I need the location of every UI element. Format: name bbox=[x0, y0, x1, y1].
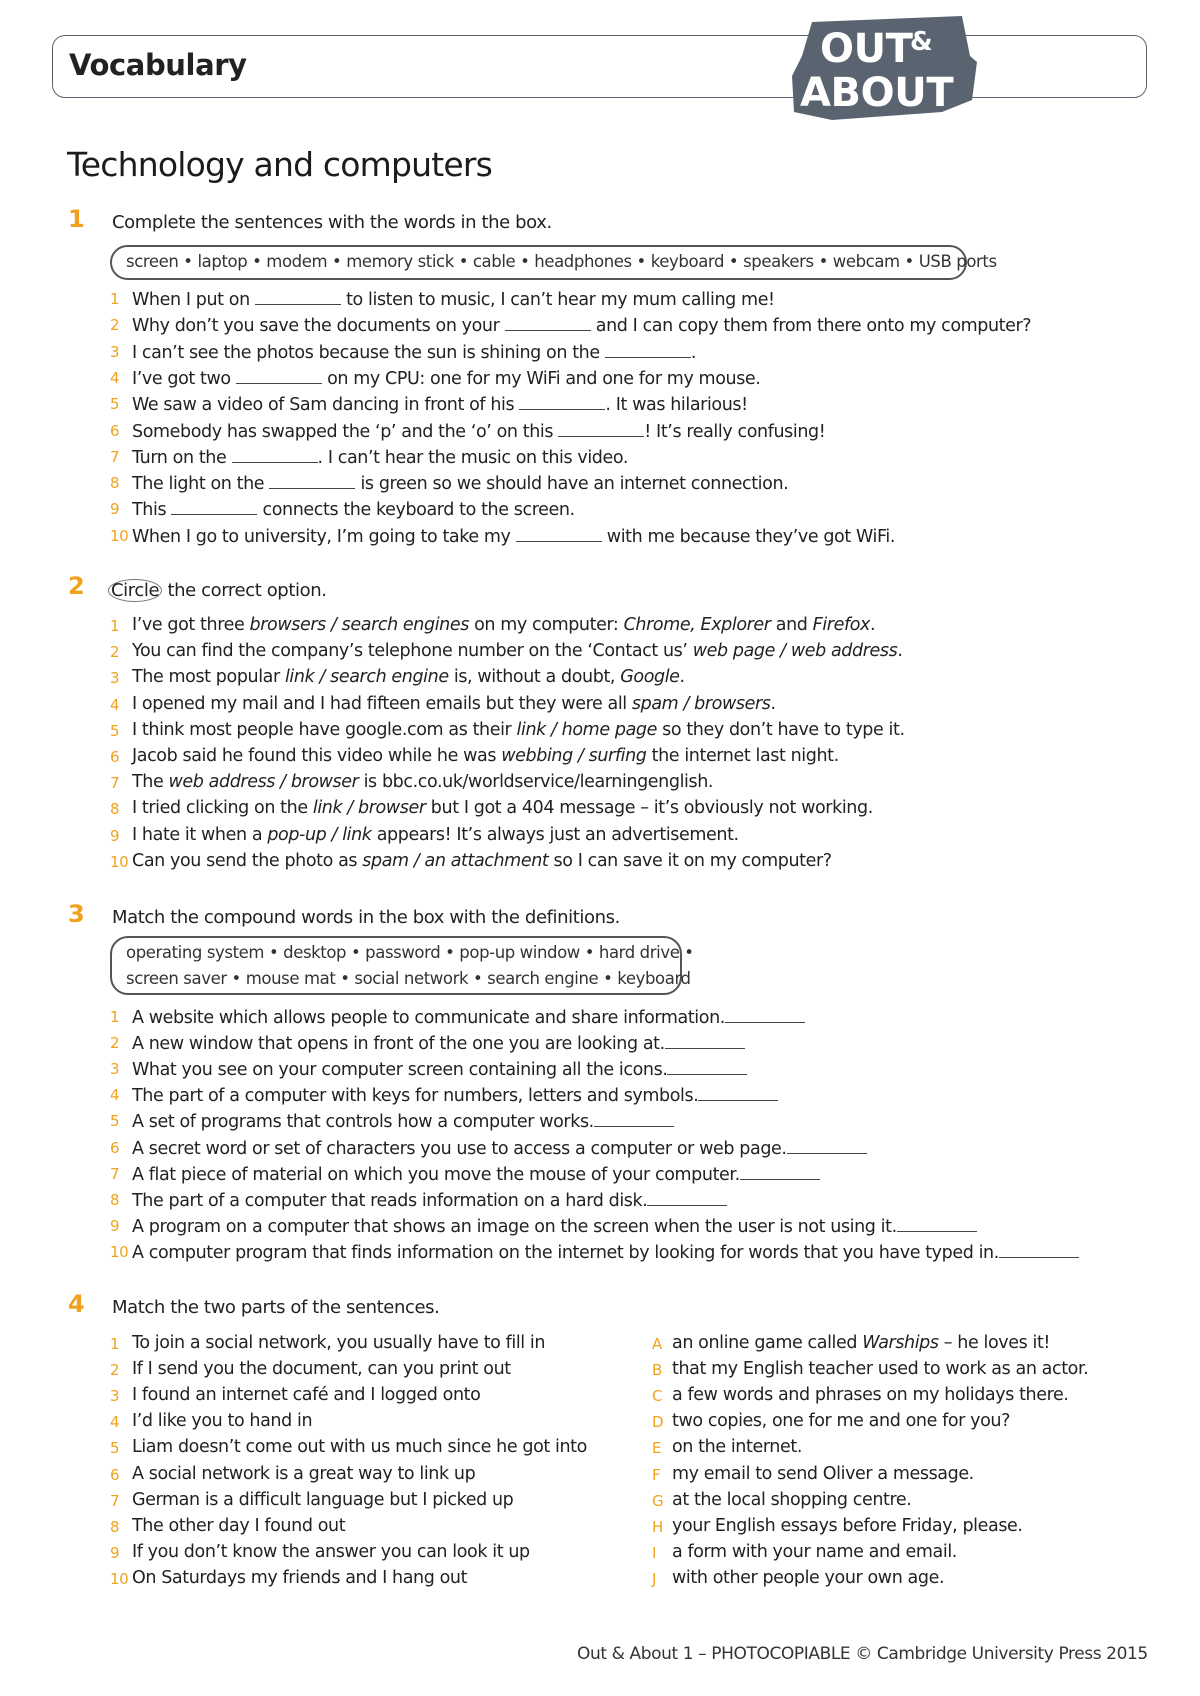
text-fragment: I hate it when a bbox=[132, 824, 268, 845]
answer-blank[interactable] bbox=[605, 341, 691, 358]
item-letter: E bbox=[652, 1439, 662, 1458]
text-fragment: Why don’t you save the documents on your bbox=[132, 316, 505, 337]
item-number: 6 bbox=[110, 1465, 120, 1484]
exercise-2-instruction bbox=[112, 579, 327, 602]
item-number: 7 bbox=[110, 1491, 120, 1510]
text-fragment: on my CPU: one for my WiFi and one for my mouse. bbox=[321, 368, 761, 389]
sentence-end-text bbox=[672, 1385, 1069, 1405]
item-number: 2 bbox=[110, 316, 120, 335]
sentence-start-text: If you don’t know the answer you can look it up bbox=[132, 1541, 530, 1562]
text-fragment: When I put on bbox=[132, 290, 255, 310]
item-number: 5 bbox=[110, 721, 120, 740]
sentence-end-text bbox=[672, 1516, 1023, 1536]
answer-blank[interactable] bbox=[594, 1110, 674, 1127]
sentence-text bbox=[132, 446, 628, 468]
answer-blank[interactable] bbox=[232, 446, 318, 463]
exercise-3-instruction: Match the compound words in the box with the definitions. bbox=[112, 907, 620, 928]
text-fragment: A new window that opens in front of the one you are looking at. bbox=[132, 1034, 665, 1055]
item-number: 10 bbox=[110, 526, 129, 545]
italic-option: Chrome, Explorer bbox=[623, 615, 771, 635]
text-fragment: and bbox=[770, 615, 813, 635]
item-number: 3 bbox=[110, 669, 120, 688]
italic-option: web page / web address bbox=[692, 641, 898, 662]
sentence-text bbox=[132, 288, 775, 310]
text-fragment: a form with your name and email. bbox=[672, 1541, 957, 1562]
logo-word-about: ABOUT bbox=[800, 70, 954, 116]
page-title: Technology and computers bbox=[67, 145, 493, 184]
instruction-rest: the correct option. bbox=[162, 580, 327, 601]
sentence-text[interactable] bbox=[132, 667, 685, 687]
answer-blank[interactable] bbox=[787, 1137, 867, 1154]
sentence-text[interactable] bbox=[132, 746, 839, 766]
answer-blank[interactable] bbox=[665, 1032, 745, 1049]
text-fragment: . bbox=[897, 641, 903, 662]
answer-blank[interactable] bbox=[516, 525, 602, 542]
italic-option: link / search engine bbox=[284, 667, 449, 688]
item-number: 1 bbox=[110, 617, 120, 635]
definition-text bbox=[132, 1058, 747, 1080]
item-letter: D bbox=[652, 1413, 664, 1432]
sentence-start-text: Liam doesn’t come out with us much since he got into bbox=[132, 1437, 587, 1458]
text-fragment: We saw a video of Sam dancing in front of his bbox=[132, 395, 520, 416]
sentence-text bbox=[132, 472, 788, 494]
text-fragment: . It was hilarious! bbox=[605, 395, 748, 416]
text-fragment: but I got a 404 message – it’s obviously not working. bbox=[425, 798, 873, 819]
definition-text bbox=[132, 1032, 745, 1054]
italic-option: pop-up / link bbox=[267, 824, 372, 845]
text-fragment: to listen to music, I can’t hear my mum calling me! bbox=[340, 290, 775, 310]
sentence-text[interactable] bbox=[132, 615, 875, 635]
italic-option: browsers / search engines bbox=[249, 615, 469, 635]
text-fragment: A secret word or set of characters you use to access a computer or web page. bbox=[132, 1138, 787, 1159]
sentence-start-text: I’d like you to hand in bbox=[132, 1411, 313, 1432]
word-box-text: screen • laptop • modem • memory stick • cable • headphones • keyboard • speakers • webcam • USB ports bbox=[126, 252, 997, 271]
text-fragment: The part of a computer with keys for numbers, letters and symbols. bbox=[132, 1086, 699, 1107]
item-number: 9 bbox=[110, 1543, 120, 1562]
section-title: Vocabulary bbox=[69, 48, 247, 82]
sentence-end-text bbox=[672, 1359, 1088, 1379]
answer-blank[interactable] bbox=[999, 1241, 1079, 1258]
sentence-text bbox=[132, 525, 895, 547]
item-letter: H bbox=[652, 1517, 663, 1536]
sentence-end-text bbox=[672, 1542, 957, 1562]
item-number: 5 bbox=[110, 1112, 120, 1131]
item-number: 3 bbox=[110, 342, 120, 361]
text-fragment: on the internet. bbox=[672, 1437, 802, 1458]
text-fragment: so they don’t have to type it. bbox=[656, 719, 905, 740]
answer-blank[interactable] bbox=[255, 288, 341, 305]
text-fragment: I’ve got two bbox=[132, 368, 236, 389]
text-fragment: The part of a computer that reads information on a hard disk. bbox=[132, 1190, 648, 1211]
answer-blank[interactable] bbox=[269, 472, 355, 489]
text-fragment: The bbox=[132, 772, 169, 793]
item-number: 9 bbox=[110, 826, 120, 845]
text-fragment: two copies, one for me and one for you? bbox=[672, 1411, 1010, 1432]
sentence-text[interactable] bbox=[132, 641, 902, 661]
text-fragment: . bbox=[869, 615, 876, 635]
item-number: 5 bbox=[110, 395, 120, 414]
text-fragment: your English essays before Friday, please. bbox=[672, 1515, 1023, 1536]
item-number: 5 bbox=[110, 1439, 120, 1458]
sentence-text bbox=[132, 341, 696, 363]
text-fragment: Can you send the photo as bbox=[132, 850, 363, 871]
text-fragment: When I go to university, I’m going to take my bbox=[132, 526, 516, 547]
item-number: 2 bbox=[110, 1034, 120, 1053]
text-fragment: is bbc.co.uk/worldservice/learningenglish. bbox=[358, 772, 714, 793]
sentence-start-text: I found an internet café and I logged onto bbox=[132, 1385, 481, 1406]
answer-blank[interactable] bbox=[647, 1189, 727, 1206]
text-fragment: You can find the company’s telephone number on the ‘Contact us’ bbox=[132, 641, 693, 662]
sentence-text[interactable] bbox=[132, 720, 905, 740]
exercise-4-instruction: Match the two parts of the sentences. bbox=[112, 1297, 440, 1318]
item-number: 7 bbox=[110, 447, 120, 466]
exercise-4-number: 4 bbox=[68, 1290, 85, 1318]
answer-blank[interactable] bbox=[740, 1163, 820, 1180]
item-letter: A bbox=[652, 1335, 662, 1353]
answer-blank[interactable] bbox=[698, 1084, 778, 1101]
item-number: 4 bbox=[110, 368, 120, 387]
sentence-end-text bbox=[672, 1333, 1050, 1353]
out-and-about-logo bbox=[792, 16, 977, 120]
exercise-1-instruction: Complete the sentences with the words in the box. bbox=[112, 212, 552, 233]
sentence-text bbox=[132, 498, 575, 520]
sentence-text[interactable] bbox=[132, 772, 713, 792]
text-fragment: I tried clicking on the bbox=[132, 798, 313, 819]
item-letter: J bbox=[652, 1569, 657, 1588]
sentence-start-text: German is a difficult language but I picked up bbox=[132, 1489, 514, 1510]
text-fragment: Somebody has swapped the ‘p’ and the ‘o’ on this bbox=[132, 421, 559, 442]
answer-blank[interactable] bbox=[667, 1058, 747, 1075]
text-fragment: . bbox=[679, 667, 685, 688]
sentence-text[interactable] bbox=[132, 851, 832, 871]
italic-option: web address / browser bbox=[168, 772, 359, 793]
sentence-start-text: A social network is a great way to link up bbox=[132, 1463, 476, 1484]
item-number: 2 bbox=[110, 643, 120, 662]
sentence-end-text bbox=[672, 1411, 1010, 1431]
item-number: 4 bbox=[110, 1086, 120, 1105]
item-letter: I bbox=[652, 1543, 657, 1562]
answer-blank[interactable] bbox=[897, 1215, 977, 1232]
item-number: 4 bbox=[110, 695, 120, 714]
text-fragment: connects the keyboard to the screen. bbox=[257, 500, 575, 521]
text-fragment: A computer program that finds information on the internet by looking for words that you have typed in. bbox=[132, 1242, 999, 1263]
sentence-end-text bbox=[672, 1437, 802, 1457]
sentence-text bbox=[132, 420, 825, 442]
item-number: 10 bbox=[110, 1569, 129, 1588]
item-number: 8 bbox=[110, 1190, 120, 1209]
italic-option: link / home page bbox=[516, 719, 657, 740]
answer-blank[interactable] bbox=[519, 393, 605, 410]
exercise-3-number: 3 bbox=[68, 900, 85, 928]
definition-text bbox=[132, 1137, 867, 1159]
sentence-text[interactable] bbox=[132, 694, 776, 714]
definition-text bbox=[132, 1189, 727, 1211]
text-fragment: an online game called bbox=[672, 1333, 863, 1353]
definition-text bbox=[132, 1006, 805, 1028]
word-box-line-2: screen saver • mouse mat • social network • search engine • keyboard bbox=[126, 969, 691, 988]
text-fragment: The most popular bbox=[132, 667, 285, 688]
item-letter: F bbox=[652, 1465, 661, 1484]
section-header bbox=[52, 35, 1147, 98]
item-number: 9 bbox=[110, 1216, 120, 1235]
text-fragment: Jacob said he found this video while he was bbox=[132, 746, 502, 766]
exercise-1-number: 1 bbox=[68, 205, 85, 233]
text-fragment: ! It’s really confusing! bbox=[644, 421, 826, 442]
sentence-start-text: The other day I found out bbox=[132, 1515, 346, 1536]
sentence-end-text bbox=[672, 1568, 944, 1588]
answer-blank[interactable] bbox=[725, 1006, 805, 1023]
word-box-line-1: operating system • desktop • password • pop-up window • hard drive • bbox=[126, 943, 694, 962]
item-number: 9 bbox=[110, 500, 120, 519]
text-fragment: with me because they’ve got WiFi. bbox=[601, 526, 895, 547]
text-fragment: I think most people have google.com as their bbox=[132, 719, 517, 740]
text-fragment: is green so we should have an internet connection. bbox=[355, 474, 789, 495]
item-number: 6 bbox=[110, 748, 120, 766]
item-number: 6 bbox=[110, 1138, 120, 1157]
definition-text bbox=[132, 1215, 977, 1237]
sentence-start-text: If I send you the document, can you print out bbox=[132, 1359, 511, 1380]
item-number: 8 bbox=[110, 1517, 120, 1536]
answer-blank[interactable] bbox=[236, 367, 322, 384]
definition-text bbox=[132, 1241, 1079, 1263]
definition-text bbox=[132, 1110, 674, 1132]
text-fragment: Turn on the bbox=[132, 447, 232, 468]
text-fragment: I opened my mail and I had fifteen emails but they were all bbox=[132, 693, 632, 714]
text-fragment: What you see on your computer screen containing all the icons. bbox=[132, 1060, 668, 1081]
text-fragment: and I can copy them from there onto my computer? bbox=[590, 316, 1032, 337]
item-number: 7 bbox=[110, 774, 120, 793]
sentence-text[interactable] bbox=[132, 798, 873, 818]
item-letter: C bbox=[652, 1387, 663, 1406]
text-fragment: my email to send Oliver a message. bbox=[672, 1463, 974, 1484]
definition-text bbox=[132, 1163, 820, 1185]
text-fragment: the internet last night. bbox=[646, 746, 839, 766]
item-number: 3 bbox=[110, 1060, 120, 1079]
item-letter: B bbox=[652, 1361, 662, 1380]
sentence-text bbox=[132, 393, 748, 415]
italic-option: spam / browsers bbox=[631, 693, 771, 714]
item-number: 10 bbox=[110, 852, 129, 871]
exercise-2-number: 2 bbox=[68, 572, 85, 600]
item-number: 3 bbox=[110, 1387, 120, 1406]
text-fragment: . bbox=[770, 693, 776, 714]
item-number: 1 bbox=[110, 1008, 120, 1026]
exercise-1-word-box bbox=[110, 245, 997, 280]
text-fragment: . bbox=[690, 342, 697, 363]
italic-option: spam / an attachment bbox=[362, 850, 549, 871]
text-fragment: A flat piece of material on which you move the mouse of your computer. bbox=[132, 1164, 740, 1185]
italic-option: webbing / surfing bbox=[501, 746, 647, 766]
logo-ampersand: & bbox=[910, 27, 933, 57]
text-fragment: with other people your own age. bbox=[672, 1567, 945, 1588]
italic-option: Firefox bbox=[812, 615, 870, 635]
text-fragment: on my computer: bbox=[468, 615, 624, 635]
text-fragment: A set of programs that controls how a computer works. bbox=[132, 1112, 594, 1133]
text-fragment: that my English teacher used to work as an actor. bbox=[672, 1359, 1089, 1380]
italic-option: link / browser bbox=[312, 798, 426, 819]
logo-word-out: OUT bbox=[820, 26, 913, 72]
circle-word: Circle bbox=[108, 579, 162, 602]
item-number: 4 bbox=[110, 1413, 120, 1432]
italic-option: Warships bbox=[862, 1333, 939, 1353]
footer-copyright: Out & About 1 – PHOTOCOPIABLE © Cambridge University Press 2015 bbox=[577, 1644, 1148, 1664]
item-number: 1 bbox=[110, 290, 120, 308]
definition-text bbox=[132, 1084, 778, 1106]
item-number: 10 bbox=[110, 1242, 129, 1261]
text-fragment: at the local shopping centre. bbox=[672, 1489, 912, 1510]
answer-blank[interactable] bbox=[558, 420, 644, 437]
text-fragment: appears! It’s always just an advertisement. bbox=[371, 824, 739, 845]
item-number: 8 bbox=[110, 474, 120, 493]
text-fragment: I’ve got three bbox=[132, 615, 250, 635]
sentence-end-text bbox=[672, 1490, 911, 1510]
text-fragment: so I can save it on my computer? bbox=[548, 850, 832, 871]
text-fragment: . I can’t hear the music on this video. bbox=[317, 447, 629, 468]
italic-option: Google bbox=[620, 667, 680, 688]
text-fragment: This bbox=[132, 500, 172, 521]
sentence-start-text: On Saturdays my friends and I hang out bbox=[132, 1567, 468, 1588]
text-fragment: – he loves it! bbox=[938, 1333, 1051, 1353]
item-number: 6 bbox=[110, 421, 120, 440]
answer-blank[interactable] bbox=[171, 498, 257, 515]
sentence-end-text bbox=[672, 1464, 974, 1484]
sentence-text bbox=[132, 314, 1031, 336]
text-fragment: I can’t see the photos because the sun is shining on the bbox=[132, 342, 605, 363]
item-number: 1 bbox=[110, 1335, 120, 1353]
sentence-start-text: To join a social network, you usually have to fill in bbox=[132, 1333, 546, 1353]
item-letter: G bbox=[652, 1491, 664, 1510]
text-fragment: The light on the bbox=[132, 474, 270, 495]
exercise-3-word-box bbox=[110, 936, 694, 995]
text-fragment: A website which allows people to communicate and share information. bbox=[132, 1008, 725, 1028]
text-fragment: A program on a computer that shows an image on the screen when the user is not using it. bbox=[132, 1216, 897, 1237]
sentence-text[interactable] bbox=[132, 825, 739, 845]
sentence-text bbox=[132, 367, 760, 389]
item-number: 8 bbox=[110, 800, 120, 819]
item-number: 2 bbox=[110, 1361, 120, 1380]
text-fragment: a few words and phrases on my holidays there. bbox=[672, 1385, 1069, 1406]
item-number: 7 bbox=[110, 1164, 120, 1183]
text-fragment: is, without a doubt, bbox=[448, 667, 621, 688]
answer-blank[interactable] bbox=[505, 314, 591, 331]
